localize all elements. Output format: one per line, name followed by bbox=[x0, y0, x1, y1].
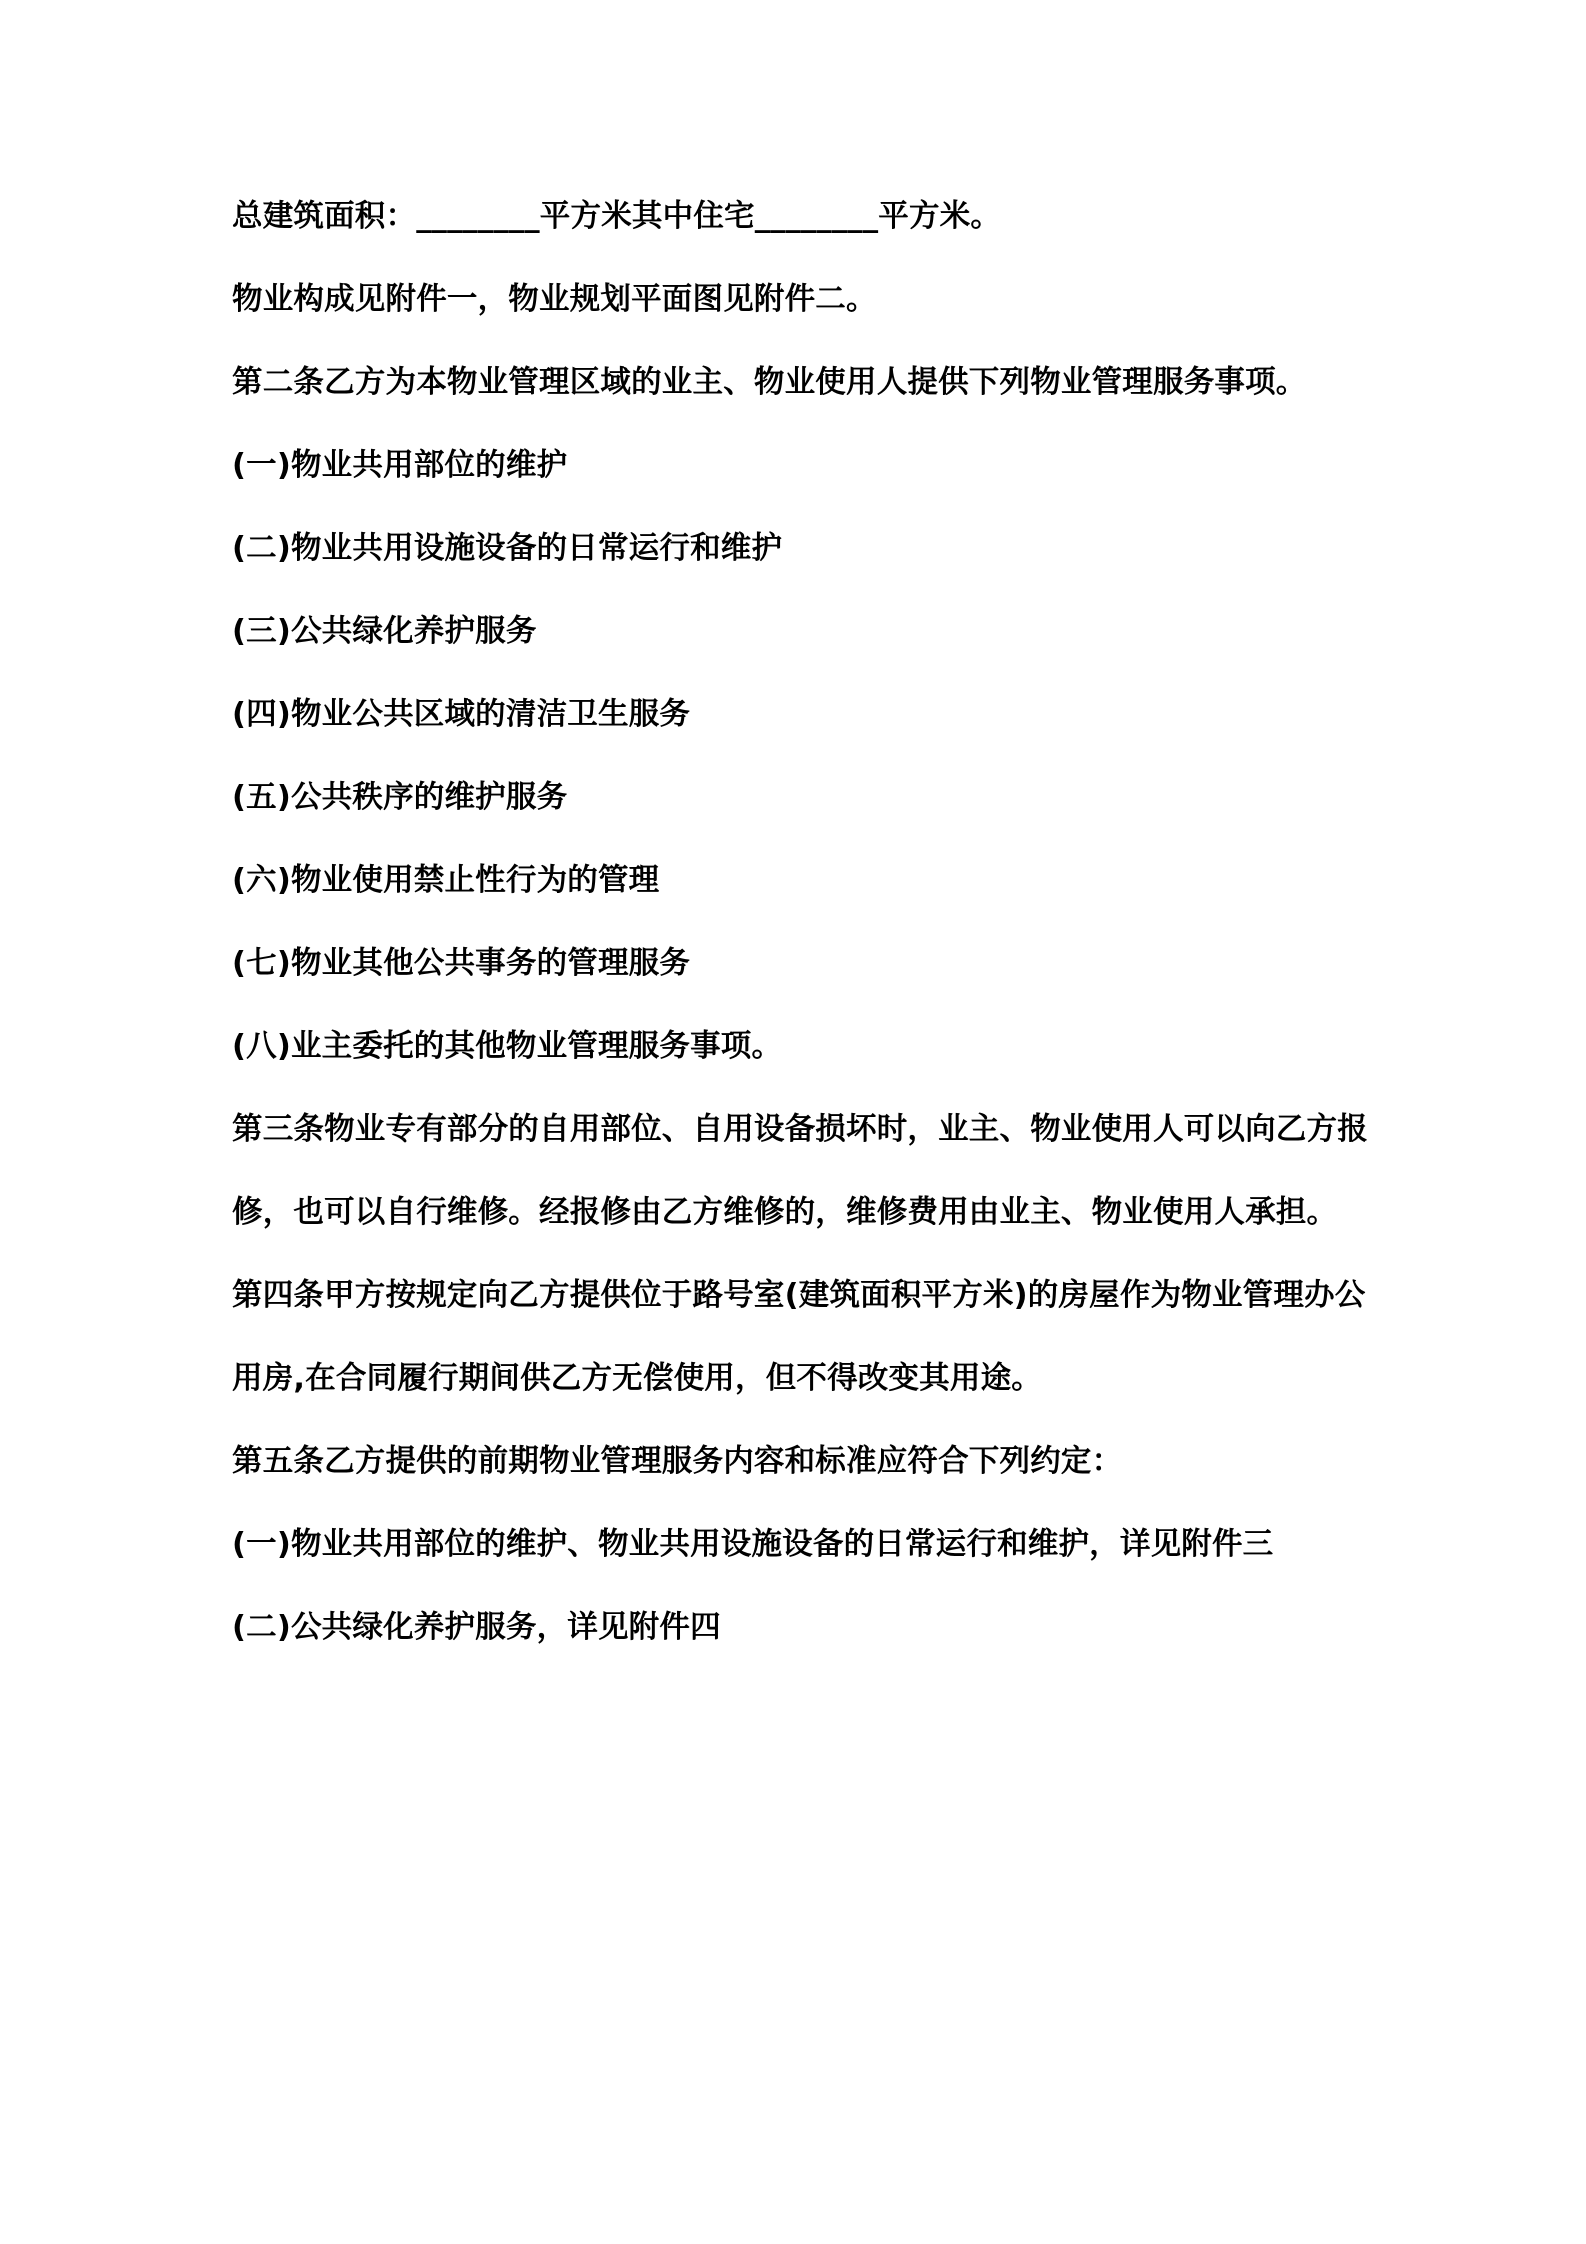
paragraph-article-five: 第五条乙方提供的前期物业管理服务内容和标准应符合下列约定： bbox=[232, 1444, 1123, 1479]
paragraph-total-area: 总建筑面积：________平方米其中住宅________平方米。 bbox=[232, 199, 1002, 234]
list-item-8: (八)业主委托的其他物业管理服务事项。 bbox=[232, 1029, 783, 1064]
list-item-6: (六)物业使用禁止性行为的管理 bbox=[232, 863, 660, 898]
document-body bbox=[232, 175, 1386, 1669]
list-item-3: (三)公共绿化养护服务 bbox=[232, 614, 537, 649]
list-item-1: (一)物业共用部位的维护 bbox=[232, 448, 568, 483]
list-item-5: (五)公共秩序的维护服务 bbox=[232, 780, 568, 815]
paragraph-property-composition: 物业构成见附件一，物业规划平面图见附件二。 bbox=[232, 282, 877, 317]
list-item-annex-three: (一)物业共用部位的维护、物业共用设施设备的日常运行和维护，详见附件三 bbox=[232, 1527, 1274, 1562]
paragraph-article-three: 第三条物业专有部分的自用部位、自用设备损坏时，业主、物业使用人可以向乙方报修，也可以自行维修。经报修由乙方维修的，维修费用由业主、物业使用人承担。 bbox=[232, 1112, 1368, 1230]
list-item-annex-four: (二)公共绿化养护服务，详见附件四 bbox=[232, 1610, 721, 1645]
paragraph-article-four: 第四条甲方按规定向乙方提供位于路号室(建筑面积平方米)的房屋作为物业管理办公用房,在合同履行期间供乙方无偿使用，但不得改变其用途。 bbox=[232, 1278, 1366, 1396]
list-item-4: (四)物业公共区域的清洁卫生服务 bbox=[232, 697, 691, 732]
list-item-7: (七)物业其他公共事务的管理服务 bbox=[232, 946, 691, 981]
paragraph-article-two: 第二条乙方为本物业管理区域的业主、物业使用人提供下列物业管理服务事项。 bbox=[232, 365, 1307, 400]
list-item-2: (二)物业共用设施设备的日常运行和维护 bbox=[232, 531, 783, 566]
